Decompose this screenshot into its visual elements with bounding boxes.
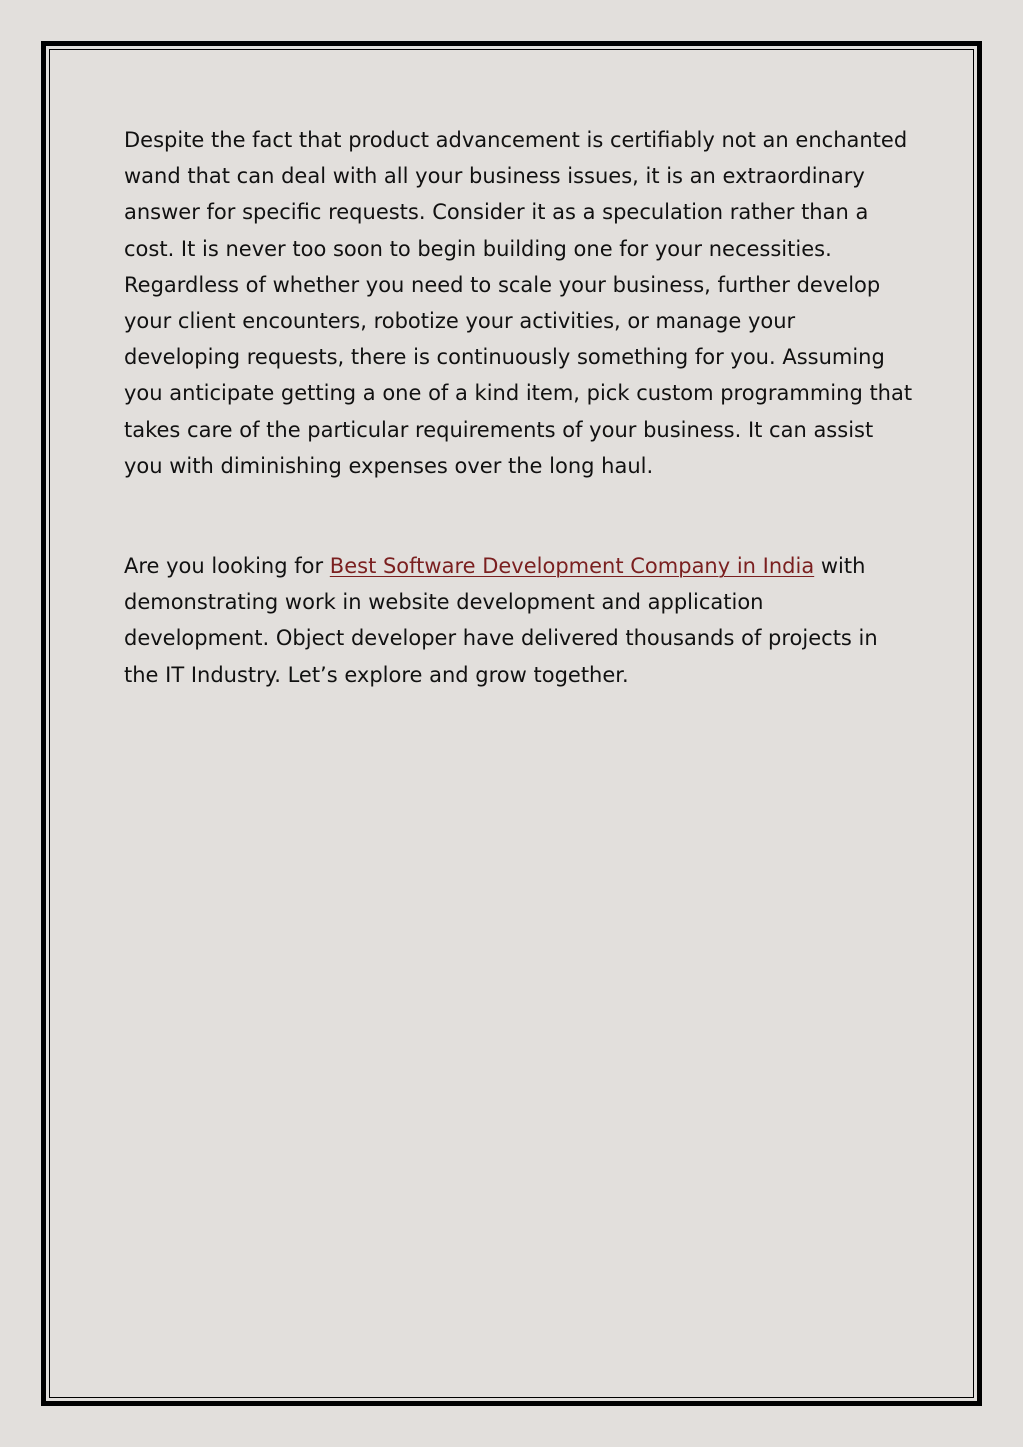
company-link[interactable]: Best Software Development Company in India	[329, 554, 815, 579]
paragraph-company	[124, 548, 914, 693]
paragraph-intro: Despite the fact that product advancement is certifiably not an enchanted wand that can deal with all your business issues, it is an extraordinary answer for specific requests. Consider it as a speculation rather than a cost. It is never too soon to begin building one for your necessities. Regardless of whether you need to scale your business, further develop your client encounters, robotize your activities, or manage your developing requests, there is continuously something for you. Assuming you anticipate getting a one of a kind item, pick custom programming that takes care of the particular requirements of your business. It can assist you with diminishing expenses over the long haul.	[124, 128, 913, 478]
paragraph-company-lead: Are you looking for	[124, 554, 330, 579]
document-body	[124, 122, 914, 693]
paragraph-company-rest: with demonstrating work in website development and application development. Object developer have delivered thousands of projects in the IT Industry. Let’s explore and grow together.	[124, 554, 878, 687]
